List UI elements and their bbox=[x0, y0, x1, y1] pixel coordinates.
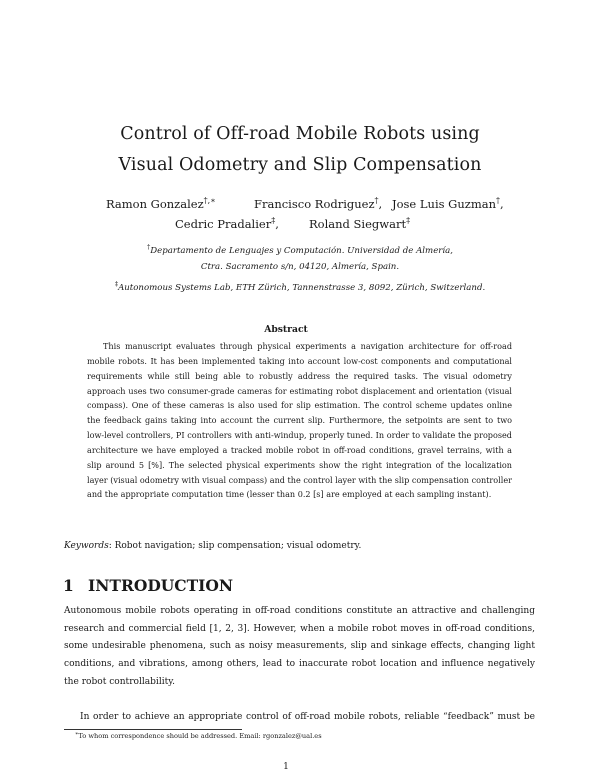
section-number: 1 bbox=[63, 576, 74, 595]
section-heading bbox=[63, 576, 233, 595]
author-2 bbox=[254, 196, 382, 211]
affiliation-mark: ‡ bbox=[114, 280, 119, 288]
author-3 bbox=[392, 196, 504, 211]
affiliation-text: Departamento de Lenguajes y Computación. Universidad de Almería, bbox=[150, 245, 453, 256]
intro-paragraph-2: In order to achieve an appropriate control of off-road mobile robots, reliable “feedback” must be bbox=[80, 712, 535, 722]
author-1 bbox=[106, 196, 216, 211]
intro-paragraph-1: Autonomous mobile robots operating in off-road conditions constitute an attractive and challenging research and commercial field [1, 2, 3]. However, when a mobile robot moves in off-road conditions, some undesirable phenomena, such as noisy measurements, slip and sinkage effects, changing light conditions, and vibrations, among others, lead to inaccurate robot location and influence negatively the robot controllability. bbox=[64, 606, 535, 687]
author-4 bbox=[175, 216, 279, 231]
page-number: 1 bbox=[283, 762, 289, 772]
keywords-line bbox=[64, 541, 361, 551]
author-name: Roland Siegwart bbox=[309, 216, 407, 231]
author-separator: , bbox=[378, 196, 383, 211]
keywords-text: : Robot navigation; slip compensation; visual odometry. bbox=[108, 541, 362, 551]
author-5 bbox=[309, 216, 410, 231]
paper-title-line-1: Control of Off-road Mobile Robots using bbox=[120, 124, 480, 144]
affiliation-2 bbox=[0, 280, 600, 293]
affiliation-text: Ctra. Sacramento s/n, 04120, Almería, Spain. bbox=[200, 262, 400, 272]
affiliation-mark: † bbox=[146, 243, 151, 251]
author-name: Jose Luis Guzman bbox=[392, 196, 496, 211]
keywords-label: Keywords bbox=[64, 541, 109, 551]
author-name: Ramon Gonzalez bbox=[106, 196, 204, 211]
footnote bbox=[75, 731, 322, 740]
abstract-heading: Abstract bbox=[264, 324, 308, 335]
affiliation-text: Autonomous Systems Lab, ETH Zürich, Tannenstrasse 3, 8092, Zürich, Switzerland. bbox=[118, 282, 486, 293]
footnote-mark: ∗ bbox=[75, 731, 79, 737]
abstract-body: This manuscript evaluates through physical experiments a navigation architecture for off-road mobile robots. It has been implemented taking into account low-cost components and computational requirements while still being able to robustly address the required tasks. The visual odometry approach uses two consumer-grade cameras for estimating robot displacement and orientation (visual compass). One of these cameras is also used for slip estimation. The control scheme updates online the feedback gains taking into account the current slip. Furthermore, the setpoints are sent to two low-level controllers, PI controllers with anti-windup, properly tuned. In order to validate the proposed architecture we have employed a tracked mobile robot in off-road conditions, gravel terrains, with a slip around 5 [%]. The selected physical experiments show the right integration of the localization layer (visual odometry with visual compass) and the control layer with the slip compensation controller and the appropriate computation time (lesser than 0.2 [s] are employed at each sampling instant). bbox=[87, 341, 513, 500]
paper-title-line-2: Visual Odometry and Slip Compensation bbox=[118, 155, 482, 175]
affiliation-1 bbox=[0, 243, 600, 256]
footnote-divider bbox=[64, 729, 242, 730]
author-affiliation-mark: ‡ bbox=[406, 216, 411, 225]
section-title: INTRODUCTION bbox=[88, 576, 234, 595]
footnote-text: To whom correspondence should be addressed. Email: rgonzalez@ual.es bbox=[78, 732, 322, 741]
author-affiliation-mark: † bbox=[496, 196, 500, 205]
author-affiliation-mark: †,∗ bbox=[203, 196, 216, 205]
affiliation-address bbox=[0, 262, 600, 272]
author-affiliation-mark: † bbox=[374, 196, 379, 205]
author-affiliation-mark: ‡ bbox=[271, 216, 276, 225]
author-name: Francisco Rodriguez bbox=[254, 196, 375, 211]
author-name: Cedric Pradalier bbox=[175, 216, 272, 231]
author-separator: , bbox=[275, 216, 279, 231]
author-separator: , bbox=[500, 196, 504, 211]
